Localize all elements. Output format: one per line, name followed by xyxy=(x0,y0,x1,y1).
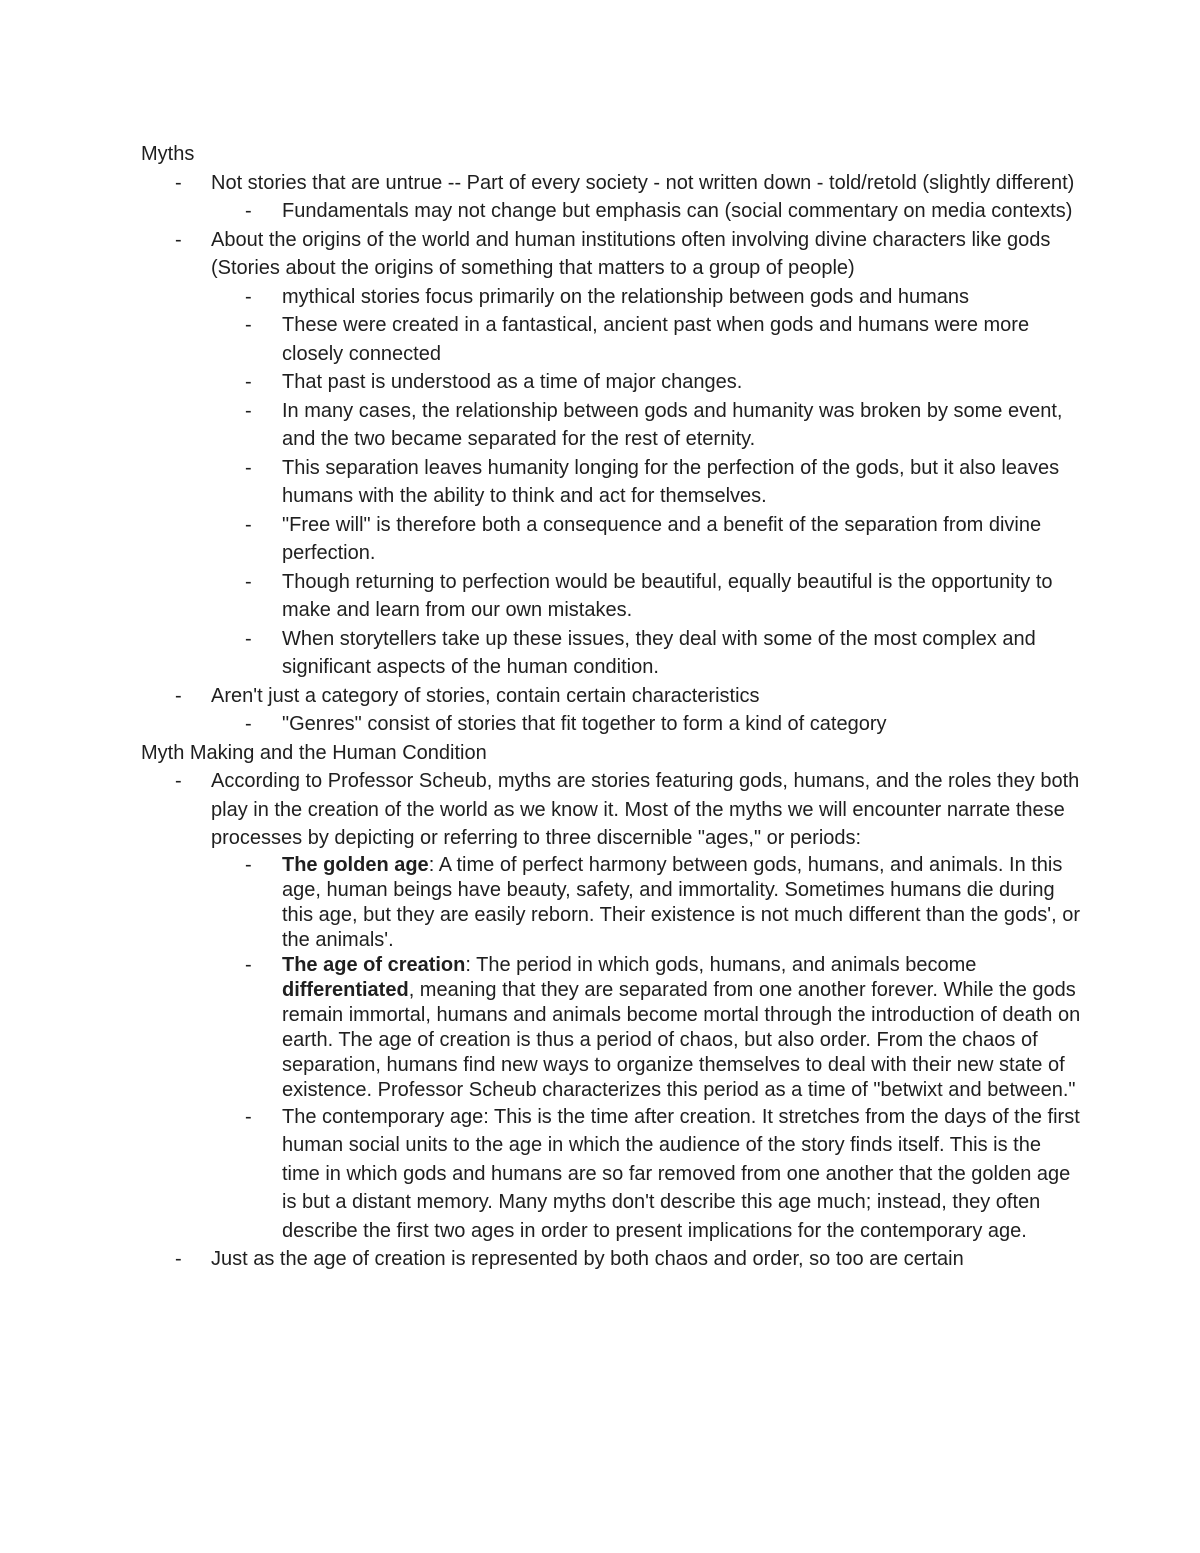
section-heading-myth-making: Myth Making and the Human Condition xyxy=(141,741,487,764)
sub-list xyxy=(141,197,1081,226)
sub-list-item xyxy=(211,283,1081,312)
bullet-dash: - xyxy=(245,953,252,976)
sub-list-item xyxy=(211,311,1081,368)
sub-list-item xyxy=(211,710,1081,739)
age-of-creation-description-b: , meaning that they are separated from one another forever. While the gods remain immortal, humans and animals become mortal through the introduction of death on earth. The age of creation is thus a period of chaos, but also order. From the chaos of separation, humans find new ways to organize themselves to deal with their new state of existence. Professor Scheub characterizes this period as a time of "betwixt and between." xyxy=(282,978,1081,1101)
bullet-dash: - xyxy=(245,1105,252,1128)
sub-list-item-text: The contemporary age: This is the time after creation. It stretches from the days of the first human social units to the age in which the audience of the story finds itself. This is the time in which gods and humans are so far removed from one another that the golden age is but a distant memory. Many myths don't describe this age much; instead, they often describe the first two ages in order to present implications for the contemporary age. xyxy=(282,1105,1080,1242)
sub-list-item-text: This separation leaves humanity longing for the perfection of the gods, but it also leaves humans with the ability to think and act for themselves. xyxy=(282,456,1060,507)
sub-list-item-contemporary-age xyxy=(211,1103,1081,1246)
golden-age-term: The golden age xyxy=(282,853,429,876)
list-item-text: Aren't just a category of stories, contain certain characteristics xyxy=(211,684,760,707)
bullet-dash: - xyxy=(245,399,252,422)
sub-list-item-text: These were created in a fantastical, ancient past when gods and humans were more closely connected xyxy=(282,314,1030,365)
sub-list-item-text xyxy=(282,954,1080,1101)
bullet-dash: - xyxy=(245,627,252,650)
age-of-creation-term: The age of creation xyxy=(282,953,466,976)
bullet-dash: - xyxy=(245,570,252,593)
bullet-dash: - xyxy=(245,285,252,308)
sub-list-item xyxy=(211,454,1081,511)
sub-list-item xyxy=(211,368,1081,397)
list-item xyxy=(141,1245,1081,1274)
sub-list-item-text: In many cases, the relationship between gods and humanity was broken by some event, and the two became separated for the rest of eternity. xyxy=(282,399,1063,450)
sub-list-item-text: When storytellers take up these issues, they deal with some of the most complex and significant aspects of the human condition. xyxy=(282,627,1036,678)
sub-list-item xyxy=(211,397,1081,454)
sub-list-item-text xyxy=(282,854,1080,951)
list-item-text: Just as the age of creation is represented by both chaos and order, so too are certain xyxy=(211,1248,964,1270)
bullet-dash: - xyxy=(245,853,252,876)
bullet-dash: - xyxy=(245,713,252,735)
golden-age-description: : A time of perfect harmony between gods, humans, and animals. In this age, human beings have beauty, safety, and immortality. Sometimes humans die during this age, but they are easily reborn. Their existence is not much different than the gods', or the animals'. xyxy=(282,853,1080,951)
sub-list-item-text: mythical stories focus primarily on the relationship between gods and humans xyxy=(282,285,970,308)
bullet-dash: - xyxy=(245,314,252,336)
sub-list-item-text: "Genres" consist of stories that fit together to form a kind of category xyxy=(282,713,887,735)
sub-list-item xyxy=(211,568,1081,625)
list-item-text: According to Professor Scheub, myths are stories featuring gods, humans, and the roles they both play in the creation of the world as we know it. Most of the myths we will encounter narrate these processes by depicting or referring to three discernible "ages," or periods: xyxy=(211,770,1080,849)
sub-list-item xyxy=(211,197,1081,226)
bullet-dash: - xyxy=(175,1248,182,1270)
list-item-text: Not stories that are untrue -- Part of every society - not written down - told/retold (slightly different) xyxy=(211,171,1075,194)
sub-list-item-golden-age xyxy=(211,853,1081,953)
bullet-dash: - xyxy=(175,684,182,707)
list-item xyxy=(141,169,1081,226)
bullet-dash: - xyxy=(245,513,252,536)
sub-list-item-age-of-creation xyxy=(211,953,1081,1103)
bullet-dash: - xyxy=(245,200,252,222)
bullet-dash: - xyxy=(245,371,252,393)
sub-list-item-text: Though returning to perfection would be beautiful, equally beautiful is the opportunity to make and learn from our own mistakes. xyxy=(282,570,1053,621)
sub-list-item xyxy=(211,625,1081,682)
list-item xyxy=(141,767,1081,1245)
sub-list-item-text: That past is understood as a time of major changes. xyxy=(282,371,743,393)
bullet-dash: - xyxy=(245,456,252,479)
age-of-creation-description-a: : The period in which gods, humans, and animals become xyxy=(465,953,977,976)
sub-list-item xyxy=(211,511,1081,568)
myth-making-list xyxy=(141,767,1081,1274)
document-page xyxy=(141,140,1081,1274)
list-item xyxy=(141,682,1081,739)
list-item-text: About the origins of the world and human institutions often involving divine characters like gods (Stories about the origins of something that matters to a group of people) xyxy=(211,228,1051,279)
sub-list xyxy=(141,853,1081,1246)
bullet-dash: - xyxy=(175,171,182,194)
myths-list xyxy=(141,169,1081,739)
sub-list-item-text: Fundamentals may not change but emphasis can (social commentary on media contexts) xyxy=(282,200,1073,222)
sub-list-item-text: "Free will" is therefore both a consequence and a benefit of the separation from divine perfection. xyxy=(282,513,1042,564)
section-heading-myths: Myths xyxy=(141,143,195,165)
list-item xyxy=(141,226,1081,682)
bullet-dash: - xyxy=(175,228,182,251)
differentiated-term: differentiated xyxy=(282,978,409,1001)
bullet-dash: - xyxy=(175,770,182,792)
sub-list xyxy=(141,283,1081,682)
sub-list xyxy=(141,710,1081,739)
